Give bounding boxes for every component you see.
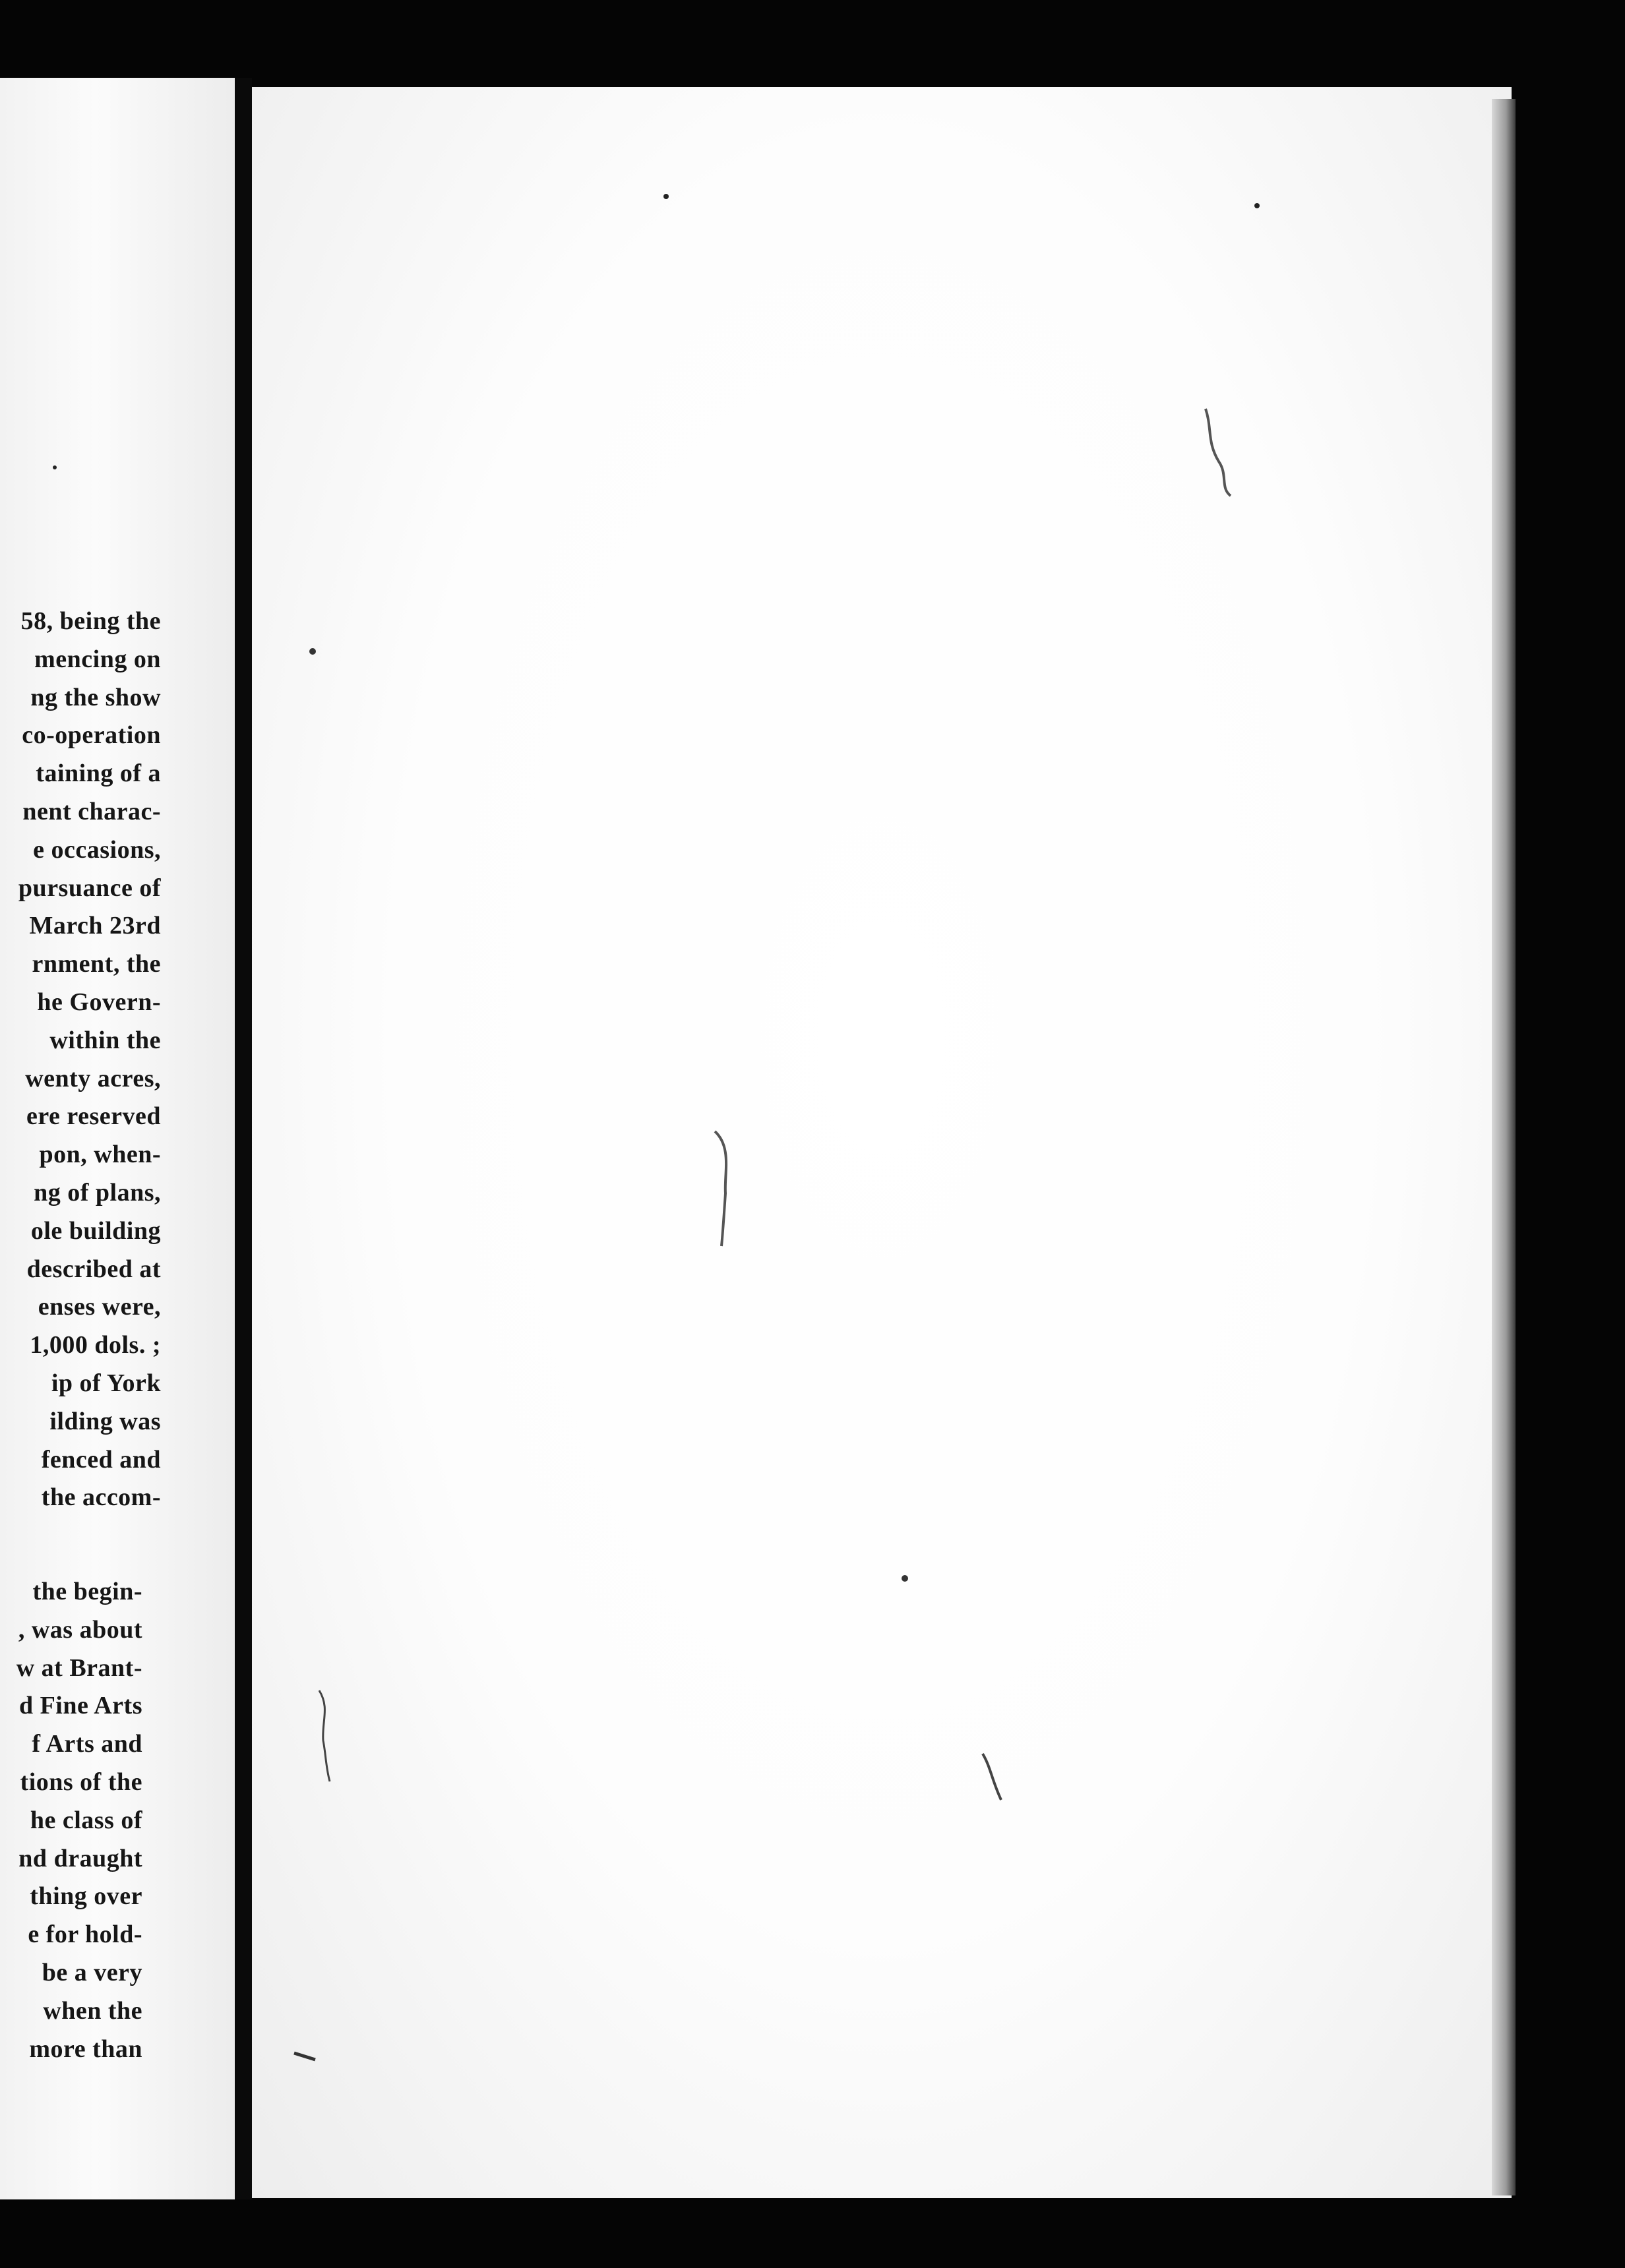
- text-line: more than: [29, 2035, 142, 2063]
- text-line: e for hold-: [28, 1921, 142, 1949]
- text-line: nent charac-: [22, 797, 161, 825]
- fiber-mark: [294, 2053, 315, 2060]
- scan-border: [0, 2199, 1625, 2268]
- fiber-mark: [715, 1131, 726, 1246]
- text-line: March 23rd: [29, 912, 161, 940]
- text-line: rnment, the: [32, 950, 161, 978]
- ink-speck: [902, 1575, 908, 1582]
- text-line: wenty acres,: [25, 1064, 161, 1092]
- text-line: ip of York: [51, 1369, 161, 1397]
- text-line: enses were,: [38, 1293, 161, 1321]
- text-line: , was about: [18, 1615, 142, 1644]
- text-line: ole building: [30, 1216, 161, 1245]
- text-line: w at Brant-: [16, 1654, 142, 1682]
- text-line: taining of a: [36, 760, 161, 788]
- text-line: e occasions,: [33, 835, 161, 864]
- fiber-mark: [983, 1754, 1001, 1800]
- text-line: he class of: [30, 1806, 142, 1834]
- text-line: ng of plans,: [34, 1178, 161, 1207]
- ink-speck: [309, 648, 316, 655]
- text-line: f Arts and: [32, 1730, 142, 1758]
- text-line: ng the show: [30, 683, 161, 711]
- ink-speck: [663, 194, 669, 199]
- text-line: be a very: [42, 1958, 142, 1986]
- text-line: d Fine Arts: [18, 1692, 142, 1720]
- text-line: ere reserved: [26, 1102, 161, 1131]
- text-line: tions of the: [20, 1768, 142, 1796]
- text-line: co-operation: [22, 721, 161, 750]
- text-line: the accom-: [41, 1483, 161, 1512]
- text-line: when the: [43, 1996, 142, 2025]
- page-edge: [1492, 99, 1516, 2195]
- text-line: pon, when-: [39, 1141, 161, 1169]
- text-line: pursuance of: [18, 874, 161, 902]
- text-line: fenced and: [41, 1445, 161, 1474]
- text-line: 1,000 dols. ;: [30, 1331, 161, 1359]
- text-line: 58, being the: [20, 607, 161, 635]
- text-line: within the: [49, 1026, 161, 1054]
- ink-speck: [1254, 203, 1260, 208]
- text-line: the begin-: [32, 1578, 142, 1605]
- text-line: described at: [26, 1255, 161, 1283]
- text-line: he Govern-: [37, 988, 161, 1016]
- fiber-mark: [1206, 409, 1231, 496]
- text-line: mencing on: [34, 645, 161, 673]
- text-line: nd draught: [18, 1844, 142, 1872]
- text-line: ilding was: [49, 1407, 161, 1435]
- fiber-mark: [319, 1690, 330, 1781]
- text-line: thing over: [30, 1882, 142, 1911]
